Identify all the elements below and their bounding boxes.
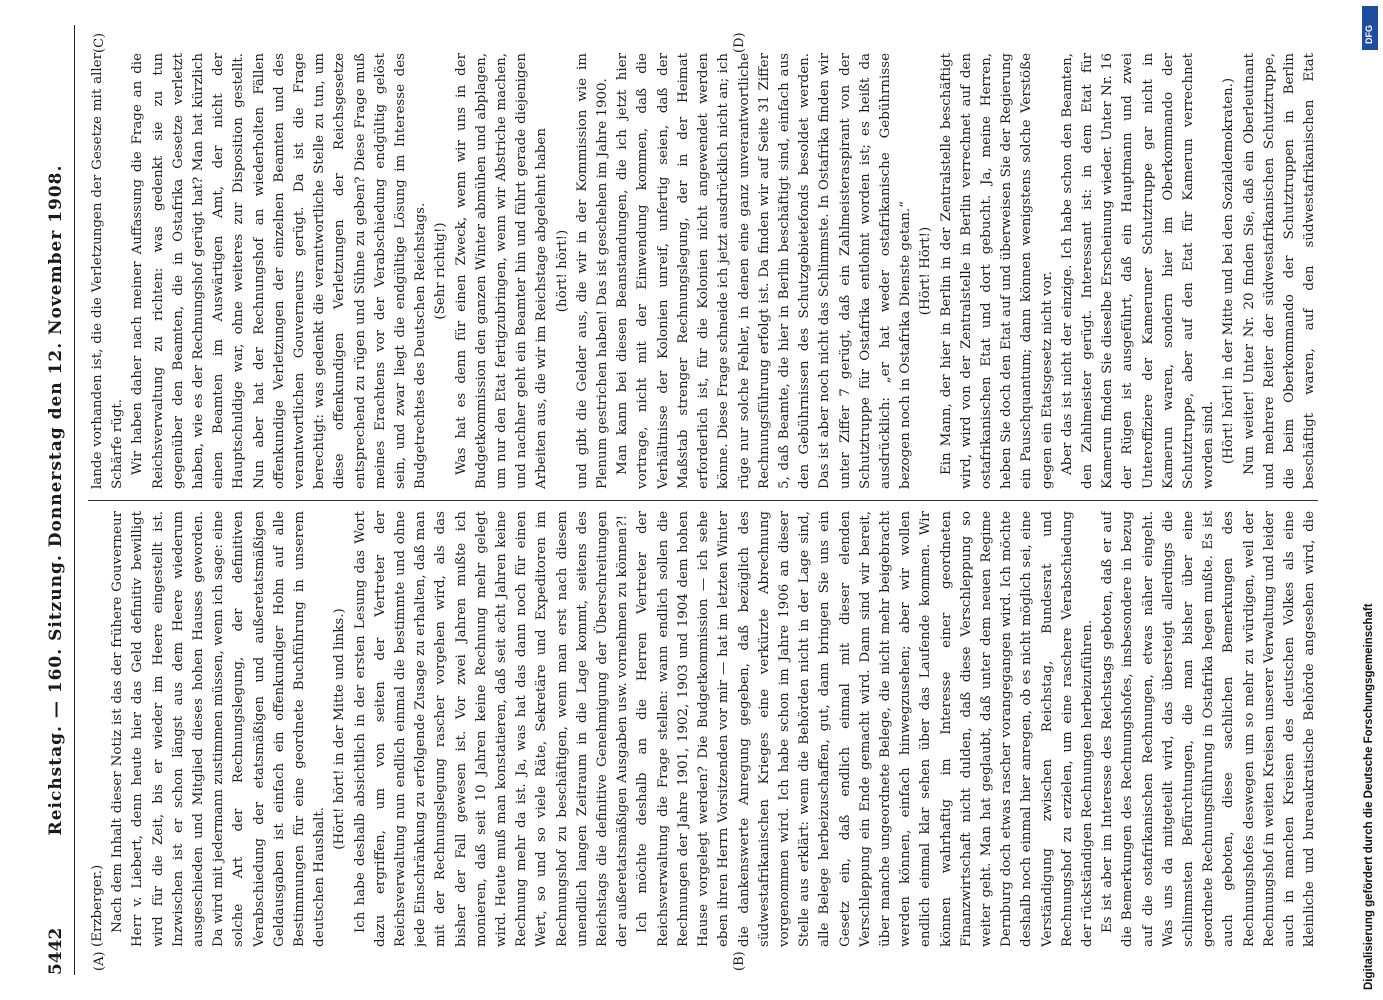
left-column xyxy=(88,511,1318,947)
paragraph: Nun weiter! Unter Nr. 20 finden Sie, daß ein Oberleutnant und mehrere Reiter der südwestafrikanischen Schutztruppe, die beim Oberkommando der Schutztruppen in Berlin beschäftigt waren, auf den südwestafrikanischen Etat xyxy=(1241,53,1318,489)
interjection: (Hört! hört! in der Mitte und bei den Sozialdemokraten.) xyxy=(1221,77,1237,465)
dfg-logo xyxy=(1362,6,1378,50)
paragraph: Nach dem Inhalt dieser Notiz ist das der frühere Gouverneur Herr v. Liebert, denn heute hier das Geld definitiv bewilligt wird für die Zeit, bis er wieder im Heere eingestellt ist. Inzwischen ist er schon längst aus dem Heere wiederum ausgeschieden und Mitglied dieses hohen Hauses geworden. Da wird mit jedermann zustimmen müssen, wenn ich sage: eine solche Art der Rechnungslegung, der definitiven Verabschiedung der etatsmäßigen und außeretatsmäßigen Geldausgaben ist einfach ein offenkundiger Hohn auf alle Bestimmungen für eine geordnete Buchführung in unserem deutschen Haushalt. xyxy=(110,511,328,947)
paragraph: und gibt die Gelder aus, die wir in der Kommission wie im Plenum gestrichen haben! Das ist geschehen im Jahre 1900. xyxy=(574,53,611,489)
margin-marker-b: (B) xyxy=(732,951,747,971)
running-title: Reichstag. — 160. Sitzung. Donnerstag den 12. November 1908. xyxy=(46,164,66,836)
header-rule xyxy=(74,25,75,975)
right-column xyxy=(88,53,1318,489)
paragraph: Ein Mann, der hier in Berlin in der Zentralstelle beschäftigt wird, wird von der Zentralstelle in Berlin verrechnet auf den ostafrikanischen Etat und dort gebucht. Ja, meine Herren, heben Sie doch den Etat auf und überweisen Sie der Regierung ein Pauschquantum; dann können wenigstens solche Verstöße gegen ein Etatsgesetz nicht vor. xyxy=(938,53,1055,489)
paragraph: Ich möchte deshalb an die Herren Vertreter der Reichsverwaltung die Frage stellen: wann endlich sollen die Rechnungen der Jahre 1901, 1902, 1903 und 1904 dem hohen Hause vorgelegt werden? Die Budgetkommission — ich sehe eben ihren Herrn Vorsitzenden vor mir — hat im letzten Winter die dankenswerte Anregung gegeben, daß bezüglich des südwestafrikanischen Krieges eine verkürzte Abrechnung vorgenommen wird. Ich habe schon im Jahre 1906 an dieser Stelle aus erklärt: wenn die Behörden nicht in der Lage sind, alle Belege herbeizuschaffen, gut, dann bringen Sie uns ein Gesetz ein, daß endlich einmal mit dieser elenden Verschleppung ein Ende gemacht wird. Dann sind wir bereit, über manche ungeordnete Belege, die nicht mehr beigebracht werden können, einfach hinwegzusehen; aber wir wollen endlich einmal klar sehen über das Laufende kommen. Wir können wahrhaftig im Interesse einer geordneten Finanzwirtschaft nicht dulden, daß diese Verschleppung so weiter geht. Man hat geglaubt, daß unter dem neuen Regime Dernburg doch etwas rascher vorangegangen wird. Ich möchte deshalb noch einmal hier anregen, ob es nicht möglich sei, eine Verständigung zwischen Reichstag, Bundesrat und Rechnungshof zu erzielen, um eine raschere Verabschiedung der rückständigen Rechnungen herbeizuführen. xyxy=(635,511,1095,947)
interjection: (Hört! hört! in der Mitte und links.) xyxy=(332,608,348,850)
paragraph: Ich habe deshalb absichtlich in der ersten Lesung das Wort dazu ergriffen, um von seiten der Vertreter der Reichsverwaltung nun endlich einmal die bestimmte und ohne jede Einschränkung zu erfolgende Zusage zu erhalten, daß man mit der Rechnungslegung rascher vorgehen wird, als das bisher der Fall gewesen ist. Vor zwei Jahren mußte ich monieren, daß seit 10 Jahren keine Rechnung mehr gelegt wird. Heute muß man konstatieren, daß seit acht Jahren keine Rechnung mehr da ist. Ja, was hat das dann noch für einen Wert, so und so viele Räte, Sekretäre und Expeditoren im Rechnungshof zu beschäftigen, wenn man erst nach diesem unendlich langen Zeitraum in die Lage kommt, seitens des Reichstags die definitive Genehmigung der Überschreitungen der außeretatsmäßigen Ausgaben usw. vornehmen zu können?! xyxy=(352,511,631,947)
paragraph: Was hat es denn für einen Zweck, wenn wir uns in der Budgetkommission den ganzen Winter abmühen und abplagen, um nur den Etat fertigzubringen, wenn wir Abstriche machen, und nachher geht ein Beamter hin und führt gerade diejenigen Arbeiten aus, die wir im Reichstage abgelehnt haben xyxy=(453,53,550,489)
column-divider xyxy=(88,500,1318,501)
paragraph: Aber das ist nicht der einzige. Ich habe schon den Beamten, den Zahlmeister gerügt. Interessant ist: in dem Etat für Kamerun finden Sie dieselbe Erscheinung wieder. Unter Nr. 16 der Rügen ist ausgeführt, daß ein Hauptmann und zwei Unteroffiziere der Kameruner Schutztruppe gar nicht in Kamerun waren, sondern hier im Oberkommando der Schutztruppe, aber auf den Etat für Kamerun verrechnet worden sind. xyxy=(1059,53,1217,489)
interjection: (Hört! Hört!) xyxy=(918,226,934,316)
interjection: (hört! hört!) xyxy=(554,229,570,313)
paragraph: lande vorhanden ist, die die Verletzungen der Gesetze mit aller Schärfe rügt. xyxy=(90,53,126,489)
digitization-credit: Digitalisierung gefördert durch die Deutsche Forschungsgemeinschaft xyxy=(1363,603,1375,990)
interjection: (Sehr richtig!) xyxy=(433,222,449,320)
page-header xyxy=(42,25,72,975)
paragraph: Man kann bei diesen Beanstandungen, die ich jetzt hier vortrage, nicht mit der Einwendung kommen, daß die Verhältnisse der Kolonien unreif, unfertig seien, daß der Maßstab strenger Rechnungslegung, der in der Heimat erforderlich ist, für die Kolonien nicht angewendet werden könne. Diese Frage schneide ich jetzt ausdrücklich nicht an; ich rüge nur solche Fehler, in denen eine ganz unverantwortliche Rechnungsführung erfolgt ist. Da finden wir auf Seite 31 Ziffer 5, daß Beamte, die hier in Berlin beschäftigt sind, einfach aus den Gebührnissen des Schutzgebietefonds besoldet werden. Das ist aber noch nicht das Schlimmste. In Ostafrika finden wir unter Ziffer 7 gerügt, daß ein Zahlmeisteraspirant von der Schutztruppe für Ostafrika entlohnt worden ist; es heißt da ausdrücklich: „er hat weder ostafrikanische Gebührnisse bezogen noch in Ostafrika Dienste getan.“ xyxy=(615,53,914,489)
paragraph: Es ist aber im Interesse des Reichstags geboten, daß er auf die Bemerkungen des Rechnungshofes, insbesondere in bezug auf die ostafrikanischen Rechnungen, etwas näher eingeht. Was uns da mitgeteilt wird, das übersteigt allerdings die schlimmsten Befürchtungen, die man bisher über eine geordnete Rechnungsführung in Ostafrika hegen mußte. Es ist auch geboten, diese sachlichen Bemerkungen des Rechnungshofes deswegen um so mehr zu würdigen, weil der Rechnungshof in weiten Kreisen unserer Verwaltung und leider auch in manchen Kreisen des deutschen Volkes als eine kleinliche und bureaukratische Behörde angesehen wird, die xyxy=(1100,511,1318,947)
paragraph: Wir haben daher nach meiner Auffassung die Frage an die Reichsverwaltung zu richten: was gedenkt sie zu tun gegenüber den Beamten, die in Ostafrika Gesetze verletzt haben, wie es der Rechnungshof gerügt hat? Man hat kürzlich einen Beamten im Auswärtigen Amt, der nicht der Hauptschuldige war, ohne weiteres zur Disposition gestellt. Nun aber hat der Rechnungshof an wiederholten Fällen offenkundige Verletzungen der einzelnen Beamten und des verantwortlichen Gouverneurs gerügt. Da ist die Frage berechtigt: was gedenkt die verantwortliche Stelle zu tun, um diese offenkundigen Verletzungen der Reichsgesetze entsprechend zu rügen und Sühne zu geben? Diese Frage muß meines Erachtens vor der Verabschiedung endgültig gelöst sein, und zwar liegt die endgültige Lösung im Interesse des Budgetrechtes des Deutschen Reichstags. xyxy=(130,53,429,489)
margin-marker-c: (C) xyxy=(92,32,107,53)
speaker-name: (Erzberger.) xyxy=(90,864,105,947)
dfg-logo-text: DFG xyxy=(1364,25,1374,44)
page-number: 5442 xyxy=(46,927,66,975)
margin-marker-a: (A) xyxy=(92,951,107,971)
margin-marker-d: (D) xyxy=(732,32,747,53)
rotated-page xyxy=(42,25,1342,975)
